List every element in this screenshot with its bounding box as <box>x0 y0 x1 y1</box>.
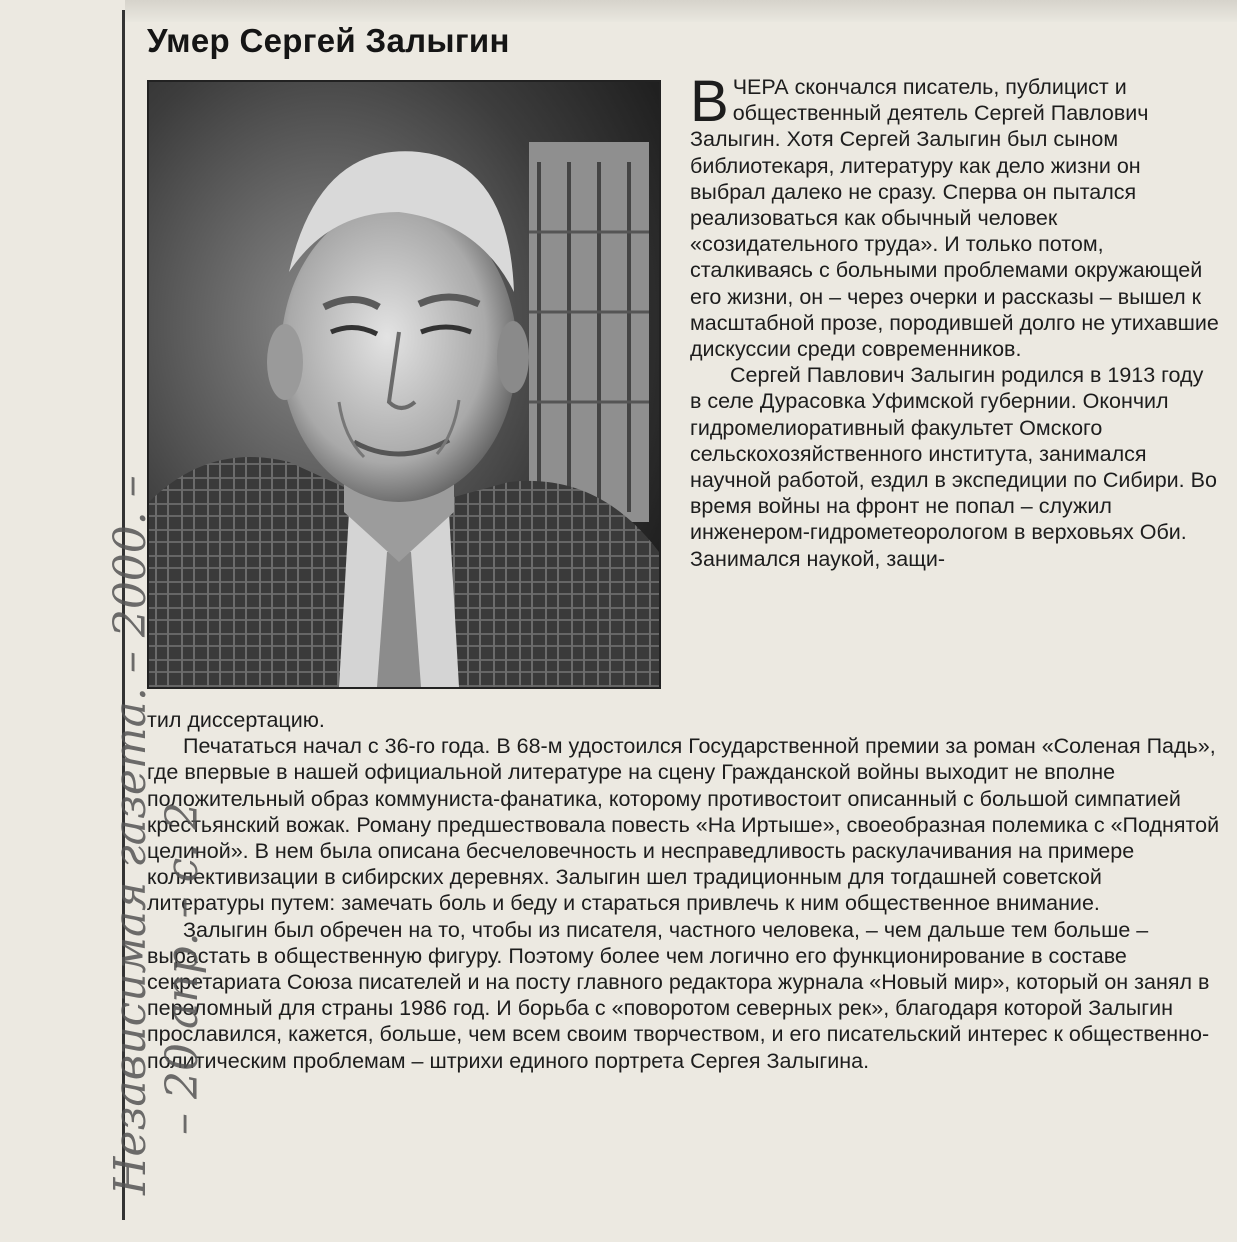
headline: Умер Сергей Залыгин <box>147 22 510 59</box>
torn-top-edge <box>125 0 1237 22</box>
paragraph-1: ЧЕРА скончался писатель, публицист и общественный деятель Сергей Павлович Залыгин. Хотя Сергей Залыгин был сыном библиотекаря, литературу как дело жизни он выбрал далеко не сразу. Сперва он пытался реализоваться как обычный человек «созидательного труда». И только потом, сталкиваясь с больными проблемами окружающей его жизни, он – через очерки и рассказы – вышел к масштабной прозе, породившей долго не утихавшие дискуссии среди современников. <box>690 75 1219 362</box>
drop-cap: В <box>690 69 729 134</box>
paragraph-4: Залыгин был обречен на то, чтобы из писателя, частного человека, – чем дальше тем больше – вырастать в общественную фигуру. Поэтому более чем логично его функционирование в составе секретариата Союза писателей и на посту главного редактора журнала «Новый мир», который он занял в переломный для страны 1986 год. И борьба с «поворотом северных рек», благодаря которой Залыгин прославился, кажется, больше, чем всем своим творчеством, и его писательский интерес к общественно-политическим проблемам – штрихи единого портрета Сергея Залыгина. <box>147 917 1210 1073</box>
paragraph-2: Сергей Павлович Залыгин родился в 1913 году в селе Дурасовка Уфимской губернии. Окончил гидромелиоративный факультет Омского сельскохозяйственного института, занимался научной работой, ездил в экспедиции по Сибири. Во время войны на фронт не попал – служил инженером-гидрометеорологом в верховьях Оби. Занимался наукой, защи- <box>690 363 1217 571</box>
right-column-text <box>690 69 1220 572</box>
annotation-line-2: – 20 апр. – с. 2 <box>157 801 208 1135</box>
paragraph-3: Печататься начал с 36-го года. В 68-м удостоился Государственной премии за роман «Соленая Падь», где впервые в нашей официальной литературе на сцену Гражданской войны выходит не вполне положительный образ коммуниста-фанатика, которому противостоит описанный с большой симпатией крестьянский вожак. Роману предшествовала повесть «На Иртыше», своеобразная полемика с «Поднятой целиной». В нем была описана бесчеловечность и несправедливость раскулачивания на примере коллективизации в сибирских деревнях. Залыгин шел традиционным для тогдашней советской литературы путем: замечать боль и беду и стараться привлечь к ним общественное внимание. <box>147 734 1220 916</box>
paragraph-2-end: тил диссертацию. <box>147 708 325 732</box>
annotation-line-1: Независимая газета. – 2000. – <box>105 475 156 1195</box>
